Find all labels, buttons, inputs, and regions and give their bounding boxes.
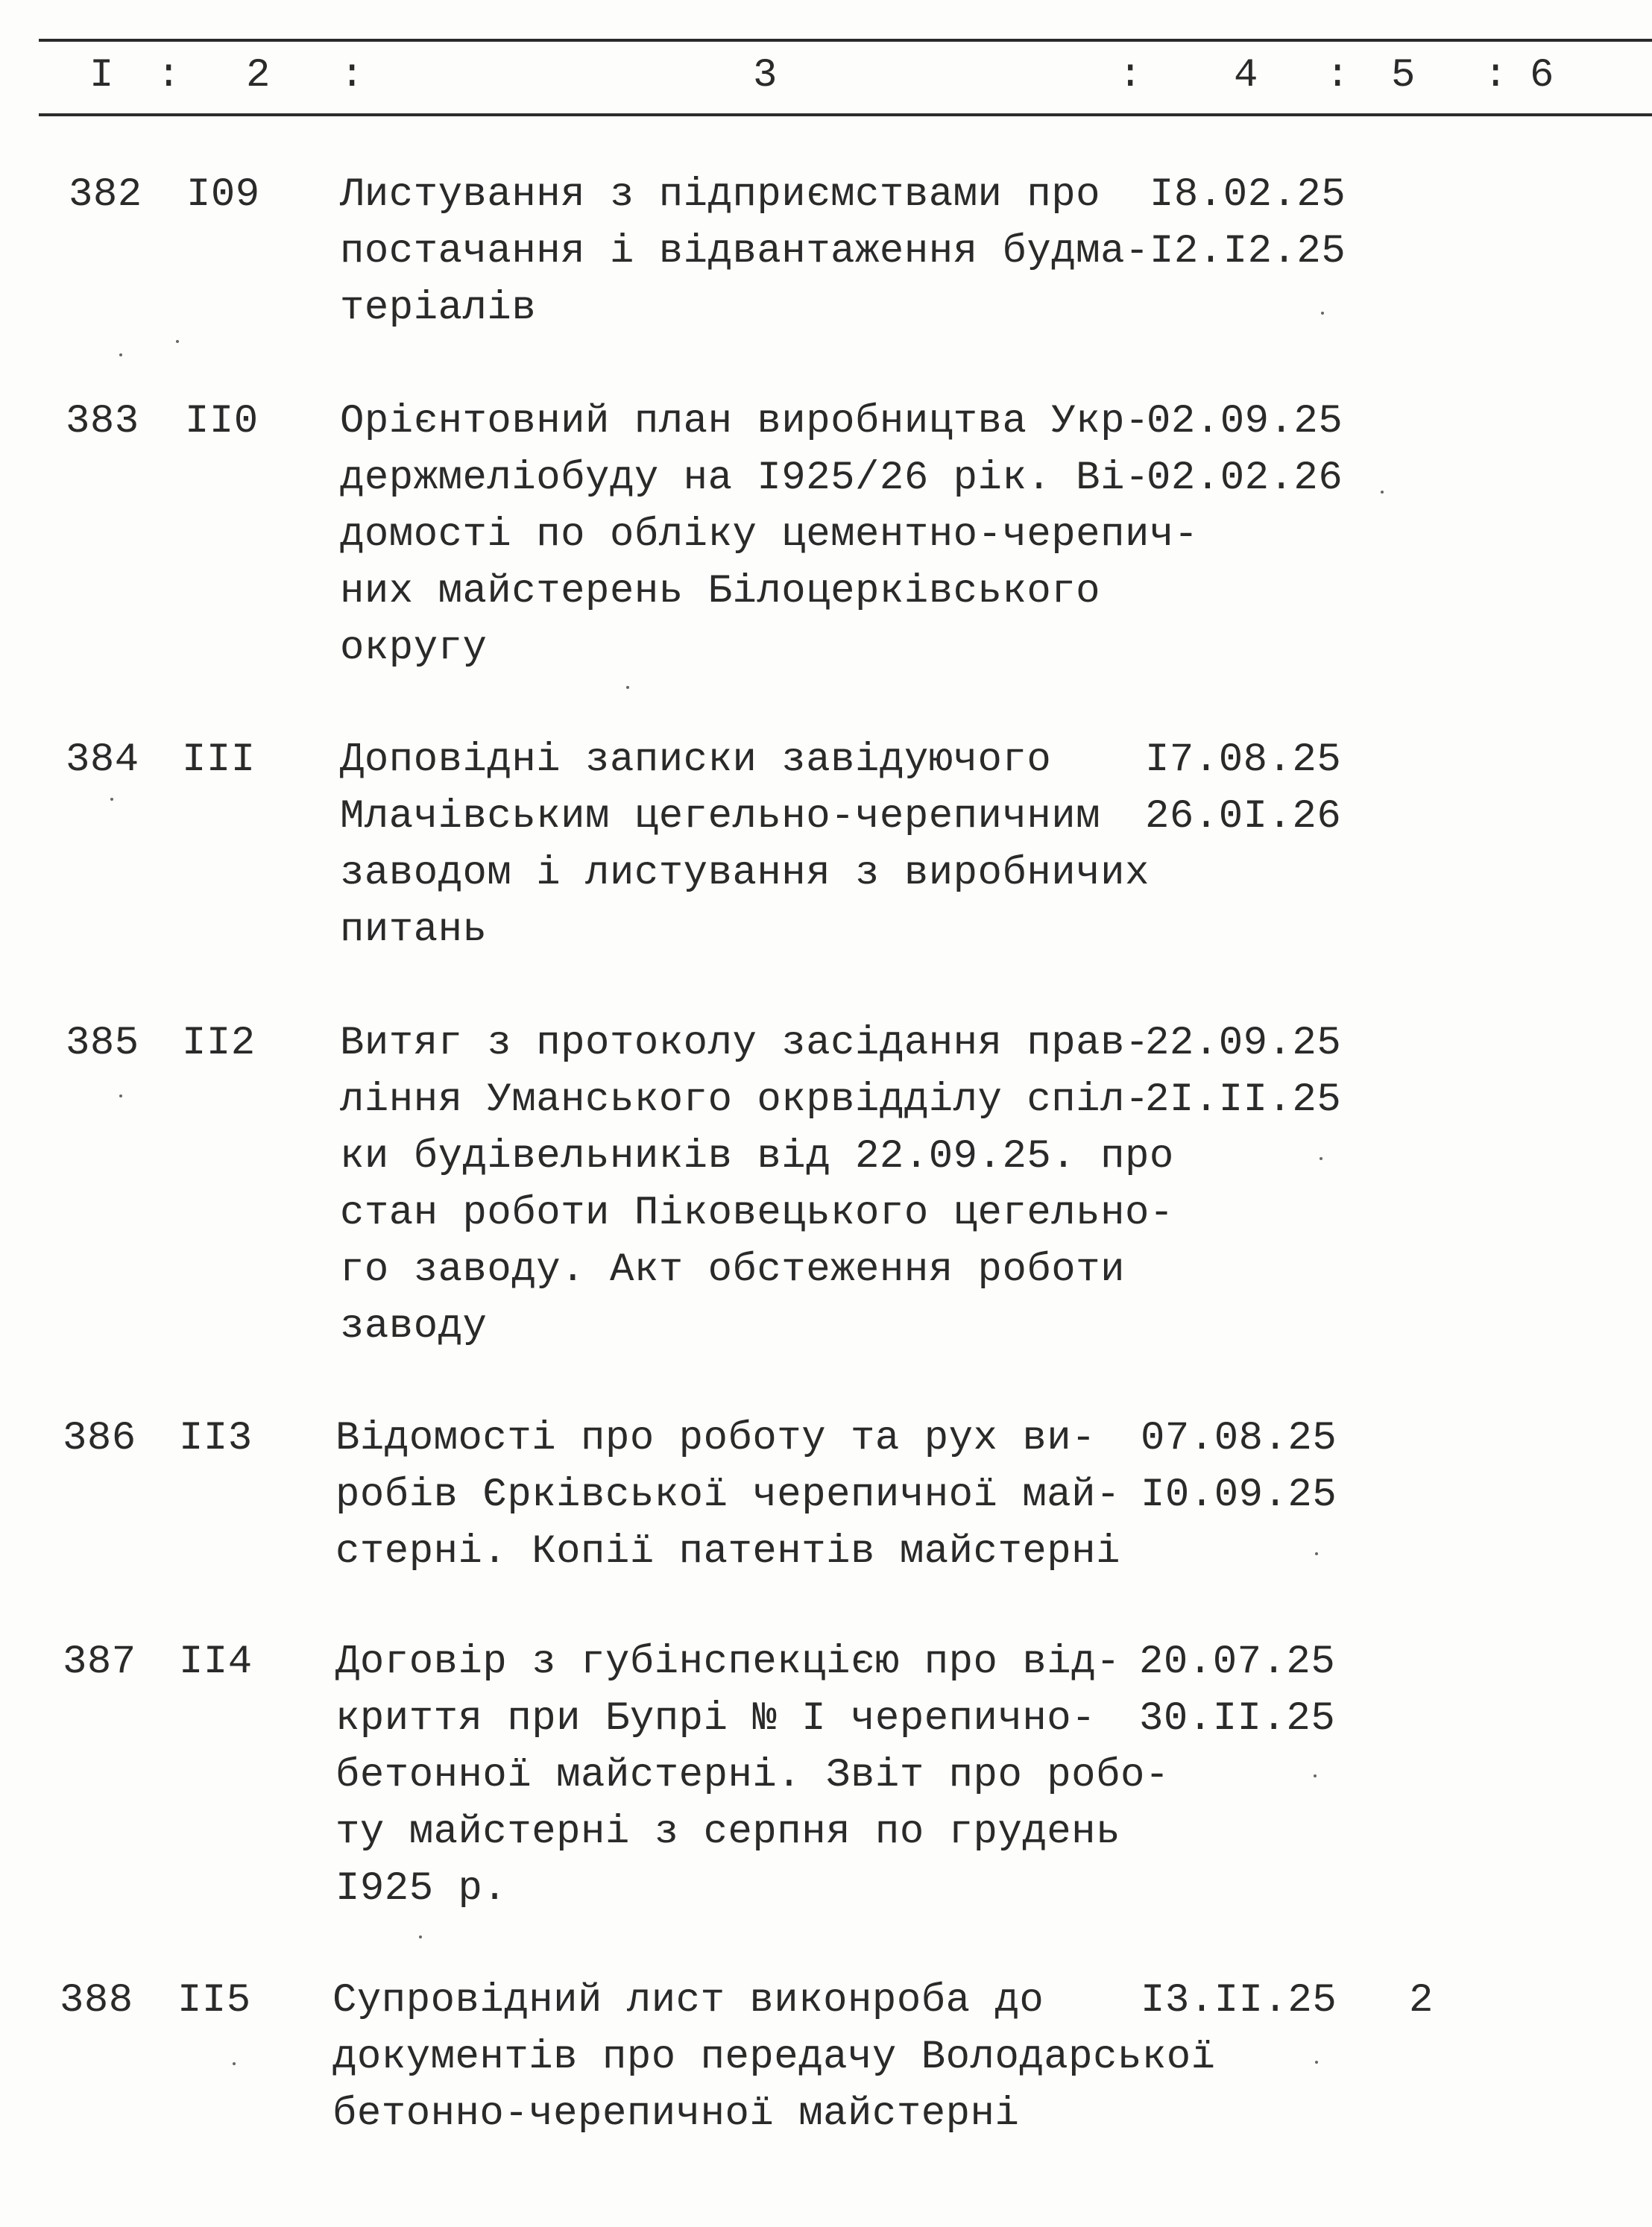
file-number: II2 [182, 1021, 256, 1066]
row-number: 384 [66, 737, 139, 783]
start-date: I3.II.25 [1141, 1978, 1337, 2023]
scan-speck [1315, 1552, 1318, 1555]
title-line: го заводу. Акт обстеження роботи [340, 1247, 1125, 1293]
start-date: 02.09.25 [1147, 399, 1343, 444]
scan-speck [176, 340, 179, 343]
title-line: робів Єрківської черепичної май- [335, 1472, 1120, 1518]
title-line: Відомості про роботу та рух ви- [335, 1416, 1097, 1461]
title-line: I925 р. [335, 1866, 508, 1912]
sheet-count: 2 [1409, 1978, 1434, 2023]
title-line: Млачівським цегельно-черепичним [340, 794, 1101, 840]
header-col-1: I [89, 53, 114, 98]
scan-speck [1314, 1774, 1317, 1777]
date-range [1145, 732, 1341, 845]
file-number: II5 [177, 1978, 251, 2023]
file-title [340, 167, 1150, 337]
title-line: питань [340, 907, 488, 953]
date-range [1141, 1973, 1337, 2029]
file-title [340, 394, 1199, 677]
header-col-5: 5 [1391, 53, 1416, 98]
file-number: II3 [179, 1416, 253, 1461]
scan-speck [1321, 312, 1324, 315]
scan-speck [233, 2062, 236, 2065]
file-number: II4 [179, 1639, 253, 1685]
title-line: держмеліобуду на I925/26 рік. Ві- [340, 456, 1150, 501]
row-number: 388 [60, 1978, 133, 2023]
title-line: Листування з підприємствами про [340, 172, 1101, 218]
date-range [1139, 1634, 1335, 1748]
title-line: округу [340, 626, 488, 671]
start-date: I7.08.25 [1145, 737, 1342, 783]
title-line: них майстерень Білоцерківського [340, 569, 1101, 614]
title-line: ки будівельників від 22.09.25. про [340, 1134, 1174, 1179]
title-line: Орієнтовний план виробництва Укр- [340, 399, 1150, 444]
header-sep-1: : [157, 53, 181, 98]
file-title [340, 732, 1150, 959]
title-line: Супровідний лист виконроба до [332, 1978, 1044, 2023]
end-date: 2I.II.25 [1145, 1077, 1342, 1123]
header-sep-5: : [1484, 53, 1508, 98]
row-number: 386 [63, 1416, 136, 1461]
scan-speck [119, 1094, 122, 1097]
header-sep-2: : [340, 53, 365, 98]
file-number: II0 [185, 399, 259, 444]
date-range [1150, 167, 1346, 280]
end-date: 02.02.26 [1147, 456, 1343, 501]
header-col-6: 6 [1530, 53, 1554, 98]
header-bottom-rule [39, 113, 1652, 116]
date-range [1141, 1411, 1337, 1524]
title-line: ту майстерні з серпня по грудень [335, 1809, 1120, 1855]
file-number: III [182, 737, 256, 783]
title-line: бетонної майстерні. Звіт про робо- [335, 1753, 1170, 1798]
end-date: I0.09.25 [1141, 1472, 1337, 1518]
start-date: 22.09.25 [1145, 1021, 1342, 1066]
title-line: Договір з губінспекцією про від- [335, 1639, 1120, 1685]
file-title [340, 1015, 1174, 1355]
title-line: бетонно-черепичної майстерні [332, 2091, 1020, 2137]
title-line: заводу [340, 1304, 488, 1349]
title-line: криття при Бупрі № I черепично- [335, 1696, 1097, 1742]
title-line: ління Уманського окрвідділу спіл- [340, 1077, 1150, 1123]
header-col-2: 2 [246, 53, 271, 98]
title-line: стерні. Копії патентів майстерні [335, 1529, 1120, 1575]
start-date: I8.02.25 [1150, 172, 1346, 218]
header-col-3: 3 [753, 53, 778, 98]
title-line: домості по обліку цементно-черепич- [340, 512, 1199, 558]
end-date: 26.0I.26 [1145, 794, 1342, 840]
row-number: 385 [66, 1021, 139, 1066]
file-number: I09 [186, 172, 260, 218]
date-range [1147, 394, 1343, 507]
scan-speck [626, 686, 629, 689]
start-date: 07.08.25 [1141, 1416, 1337, 1461]
file-title [335, 1634, 1170, 1918]
scan-speck [1315, 2061, 1318, 2064]
scan-speck [1320, 1157, 1322, 1160]
row-number: 383 [66, 399, 139, 444]
scan-speck [419, 1935, 422, 1938]
date-range [1145, 1015, 1341, 1129]
title-line: Витяг з протоколу засідання прав- [340, 1021, 1150, 1066]
title-line: Доповідні записки завідуючого [340, 737, 1052, 783]
title-line: заводом і листування з виробничих [340, 851, 1150, 896]
end-date: 30.II.25 [1139, 1696, 1336, 1742]
title-line: документів про передачу Володарської [332, 2035, 1216, 2080]
row-number: 382 [69, 172, 142, 218]
header-sep-4: : [1325, 53, 1350, 98]
header-top-rule [39, 39, 1652, 42]
header-col-4: 4 [1234, 53, 1258, 98]
title-line: постачання і відвантаження будма- [340, 229, 1150, 274]
row-number: 387 [63, 1639, 136, 1685]
scan-speck [110, 798, 113, 801]
file-title [332, 1973, 1216, 2143]
file-title [335, 1411, 1120, 1581]
title-line: стан роботи Піковецького цегельно- [340, 1191, 1174, 1236]
header-sep-3: : [1118, 53, 1143, 98]
start-date: 20.07.25 [1139, 1639, 1336, 1685]
scan-speck [1381, 491, 1384, 494]
title-line: теріалів [340, 286, 537, 331]
scan-speck [119, 353, 122, 356]
end-date: I2.I2.25 [1150, 229, 1346, 274]
